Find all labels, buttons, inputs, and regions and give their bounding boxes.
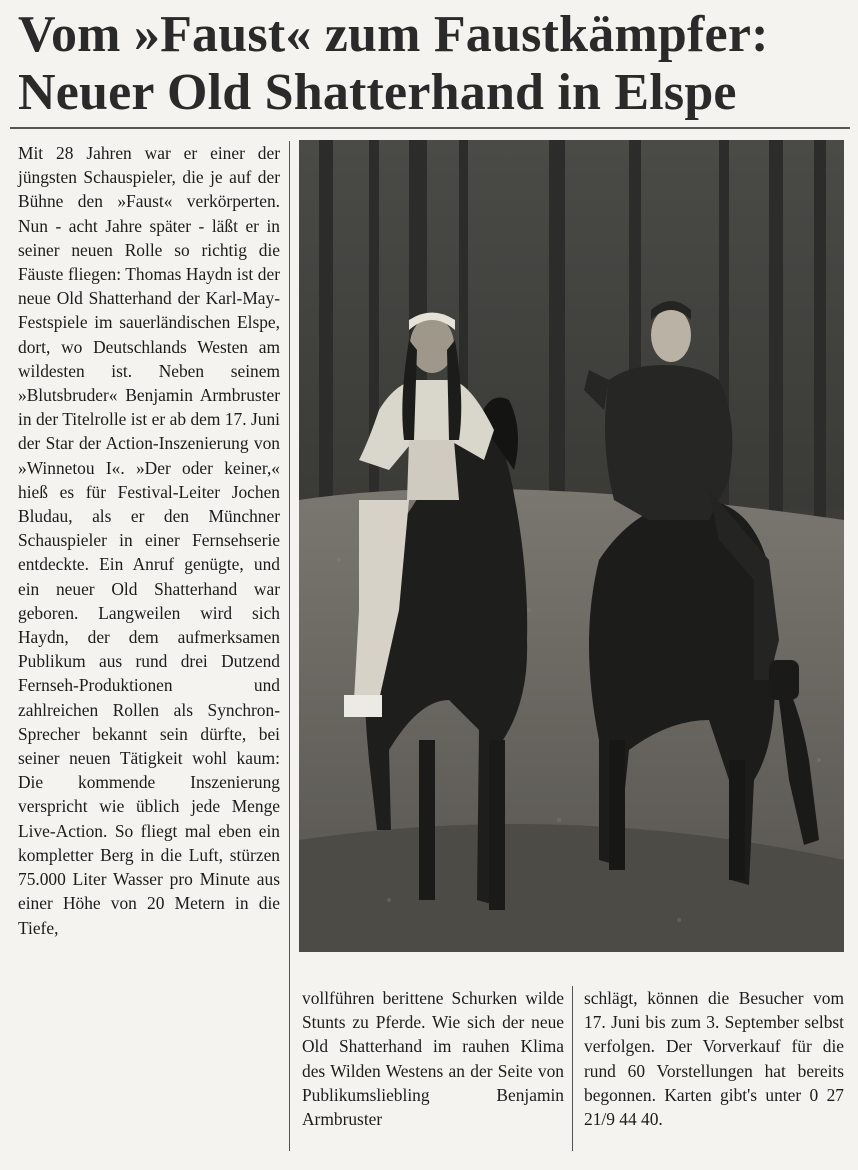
column-2-text: vollführen berittene Schurken wilde Stunts zu Pferde. Wie sich der neue Old Shatterhand im rauhen Klima des Wilden Westens an der Seite von Publikumsliebling Benjamin Armbruster (302, 988, 564, 1130)
column-divider-2 (572, 986, 573, 1151)
headline-line-1: Vom »Faust« zum Faustkämpfer: (18, 6, 769, 63)
column-divider-1 (289, 141, 290, 1151)
riders-photo (299, 140, 844, 952)
headline-rule (10, 127, 850, 129)
article-column-3 (584, 986, 844, 1131)
column-3-text: schlägt, können die Besucher vom 17. Juni bis zum 3. September selbst verfolgen. Der Vorverkauf für die rund 60 Vorstellungen hat bereits begonnen. Karten gibt's unter 0 27 21/9 44 40. (584, 988, 844, 1130)
article-column-2 (302, 986, 564, 1131)
headline (18, 6, 848, 122)
article-photo (299, 140, 844, 952)
column-1-text: Mit 28 Jahren war er einer der jüngsten Schauspieler, die je auf der Bühne den »Faust« verkörperten. Nun - acht Jahre später - läßt er in seiner neuen Rolle so richtig die Fäuste fliegen: Thomas Haydn ist der neue Old Shatterhand der Karl-May-Festspiele im sauerländischen Elspe, dort, wo Deutschlands Westen am wildesten ist. Neben seinem »Blutsbruder« Benjamin Armbruster in der Titelrolle ist er ab dem 17. Juni der Star der Action-Inszenierung von »Winnetou I«. »Der oder keiner,« hieß es für Festival-Leiter Jochen Bludau, als er den Münchner Schauspieler in einer Fernsehserie entdeckte. Ein Anruf genügte, und ein neuer Old Shatterhand war geboren. Langweilen wird sich Haydn, der dem aufmerksamen Publikum aus rund drei Dutzend Fernseh-Produktionen und zahlreichen Rollen als Synchron-Sprecher bekannt sein dürfte, bei seiner neuen Tätigkeit wohl kaum: Die kommende Inszenierung verspricht wie üblich jede Menge Live-Action. So fliegt mal eben ein kompletter Berg in die Luft, stürzen 75.000 Liter Wasser pro Minute aus einer Höhe von 20 Metern in die Tiefe, (18, 143, 280, 938)
headline-line-2: Neuer Old Shatterhand in Elspe (18, 64, 737, 121)
article-column-1 (18, 141, 280, 940)
